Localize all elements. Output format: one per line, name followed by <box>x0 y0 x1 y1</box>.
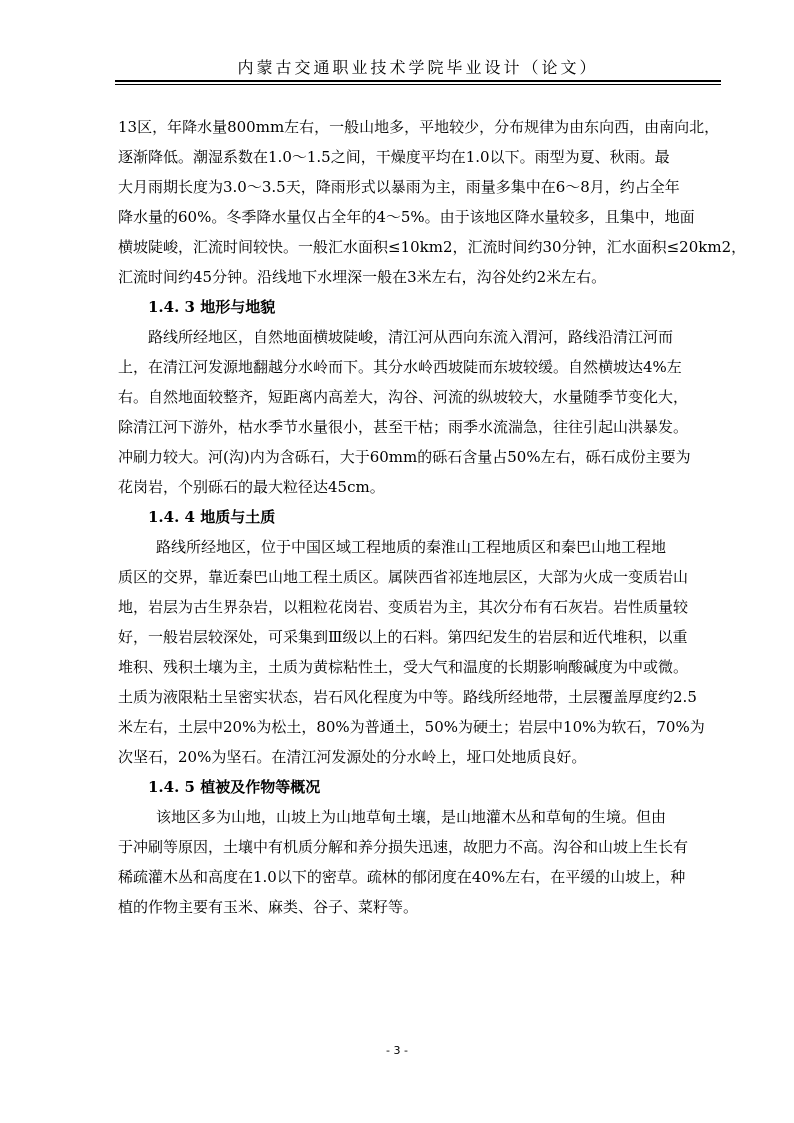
text-line: 好，一般岩层较深处，可采集到Ⅲ级以上的石料。第四纪发生的岩层和近代堆积，以重 <box>118 628 688 646</box>
text-line: 米左右，土层中20%为松土，80%为普通土，50%为硬土；岩层中10%为软石，70%为 <box>118 718 705 736</box>
text-line: 堆积、残积土壤为主，土质为黄棕粘性土，受大气和温度的长期影响酸碱度为中或微。 <box>118 658 689 676</box>
text-line: 路线所经地区，位于中国区域工程地质的秦淮山工程地质区和秦巴山地工程地 <box>156 538 667 556</box>
page-number: - 3 - <box>386 1044 408 1057</box>
vegetation-paragraph <box>118 802 728 922</box>
terrain-paragraph <box>118 322 728 502</box>
section-heading-vegetation: 1.4. 5 植被及作物等概况 <box>148 778 321 796</box>
text-line: 于冲刷等原因，土壤中有机质分解和养分损失迅速，故肥力不高。沟谷和山坡上生长有 <box>118 838 689 856</box>
page-header-title: 内蒙古交通职业技术学院毕业设计（论文） <box>237 58 599 77</box>
text-line: 逐渐降低。潮湿系数在1.0～1.5之间，干燥度平均在1.0以下。雨型为夏、秋雨。最 <box>118 148 670 166</box>
text-line: 除清江河下游外，枯水季节水量很小，甚至干枯；雨季水流湍急，往往引起山洪暴发。 <box>118 418 689 436</box>
text-line: 13区，年降水量800mm左右，一般山地多，平地较少，分布规律为由东向西，由南向北， <box>118 118 720 136</box>
text-line: 冲刷力较大。河(沟)内为含砾石，大于60mm的砾石含量占50%左右，砾石成份主要为 <box>118 448 691 466</box>
text-line: 汇流时间约45分钟。沿线地下水埋深一般在3米左右，沟谷处约2米左右。 <box>118 268 607 286</box>
text-line: 该地区多为山地，山坡上为山地草甸土壤，是山地灌木丛和草甸的生境。但由 <box>156 808 667 826</box>
text-line: 植的作物主要有玉米、麻类、谷子、菜籽等。 <box>118 898 419 916</box>
geology-paragraph <box>118 532 728 772</box>
document-body <box>118 112 747 922</box>
text-line: 路线所经地区，自然地面横坡陡峻，清江河从西向东流入渭河，路线沿清江河而 <box>148 328 674 346</box>
text-line: 次坚石，20%为坚石。在清江河发源处的分水岭上，垭口处地质良好。 <box>118 748 587 766</box>
header-rule-thin <box>115 84 721 85</box>
text-line: 横坡陡峻，汇流时间较快。一般汇水面积≤10km2，汇流时间约30分钟，汇水面积≤20km2， <box>118 238 747 256</box>
text-line: 土质为液限粘土呈密实状态，岩石风化程度为中等。路线所经地带，土层覆盖厚度约2.5 <box>118 688 697 706</box>
text-line: 大月雨期长度为3.0～3.5天，降雨形式以暴雨为主，雨量多集中在6～8月，约占全年 <box>118 178 680 196</box>
section-heading-terrain: 1.4. 3 地形与地貌 <box>148 298 276 316</box>
header-rule-thick <box>115 80 721 82</box>
text-line: 质区的交界，靠近秦巴山地工程土质区。属陕西省祁连地层区，大部为火成一变质岩山 <box>118 568 689 586</box>
text-line: 稀疏灌木丛和高度在1.0以下的密草。疏林的郁闭度在40%左右，在平缓的山坡上，种 <box>118 868 686 886</box>
intro-paragraph <box>118 112 747 292</box>
text-line: 花岗岩，个别砾石的最大粒径达45cm。 <box>118 478 385 496</box>
text-line: 上，在清江河发源地翻越分水岭而下。其分水岭西坡陡而东坡较缓。自然横坡达4%左 <box>118 358 682 376</box>
text-line: 右。自然地面较整齐，短距离内高差大，沟谷、河流的纵坡较大，水量随季节变化大， <box>118 388 689 406</box>
text-line: 降水量的60%。冬季降水量仅占全年的4～5%。由于该地区降水量较多，且集中，地面 <box>118 208 695 226</box>
text-line: 地，岩层为古生界杂岩，以粗粒花岗岩、变质岩为主，其次分布有石灰岩。岩性质量较 <box>118 598 689 616</box>
section-heading-geology: 1.4. 4 地质与土质 <box>148 508 276 526</box>
